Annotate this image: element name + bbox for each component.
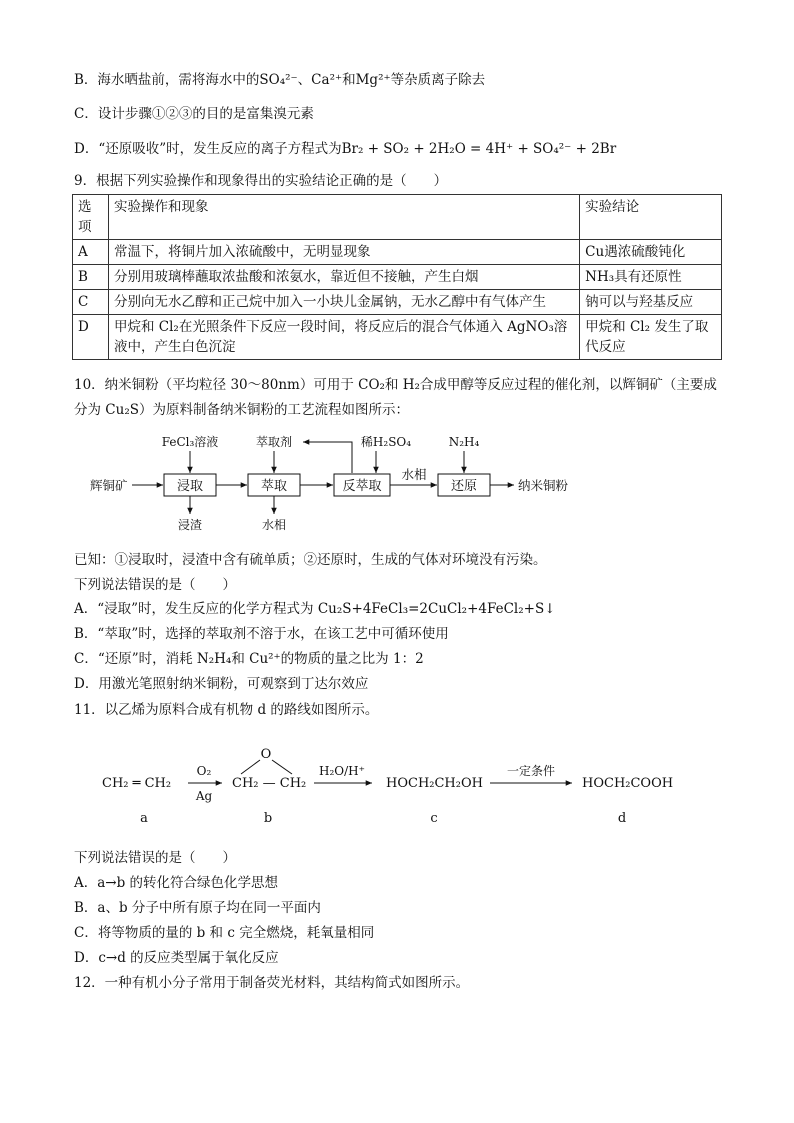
- q9-stem: 9．根据下列实验操作和现象得出的实验结论正确的是（ ）: [74, 173, 448, 189]
- q11-option-d: D．c→d 的反应类型属于氧化反应: [74, 950, 279, 966]
- row-operation: 甲烷和 Cl₂在光照条件下反应一段时间，将反应后的混合气体通入 AgNO₃溶液中，产生白色沉淀: [108, 315, 579, 360]
- q10-option-c: C．“还原”时，消耗 N₂H₄和 Cu²⁺的物质的量之比为 1：2: [74, 651, 424, 667]
- row-operation: 常温下，将铜片加入浓硫酸中，无明显现象: [108, 240, 579, 265]
- label-leach: 浸取: [176, 479, 204, 494]
- table-row: [73, 315, 722, 360]
- q11-option-c: C．将等物质的量的 b 和 c 完全燃烧，耗氧量相同: [74, 925, 375, 941]
- label-b: b: [263, 811, 273, 826]
- q9-table: [72, 194, 722, 360]
- table-header-row: [73, 195, 722, 240]
- row-operation: 分别用玻璃棒蘸取浓盐酸和浓氨水，靠近但不接触，产生白烟: [108, 265, 579, 290]
- epoxide-bond-right: [272, 760, 292, 774]
- label-product: 纳米铜粉: [518, 478, 569, 493]
- table-row: [73, 265, 722, 290]
- q11-ask: 下列说法错误的是（ ）: [74, 850, 236, 866]
- label-c: c: [430, 811, 438, 826]
- q10-ask: 下列说法错误的是（ ）: [74, 577, 236, 593]
- q10-stem-line2: 分为 Cu₂S）为原料制备纳米铜粉的工艺流程如图所示：: [74, 402, 409, 418]
- reagent-h2o-h: H₂O/H⁺: [319, 764, 365, 778]
- q12-stem: 12．一种有机小分子常用于制备荧光材料，其结构简式如图所示。: [74, 975, 470, 991]
- epoxide-oxygen: O: [260, 747, 272, 762]
- label-extract: 萃取: [260, 479, 288, 494]
- table-row: [73, 240, 722, 265]
- row-option: D: [73, 315, 109, 360]
- header-operation: 实验操作和现象: [108, 195, 579, 240]
- reagent-condition: 一定条件: [506, 764, 556, 778]
- q10-option-a: A．“浸取”时，发生反应的化学方程式为 Cu₂S+4FeCl₃=2CuCl₂+4FeCl₂+S↓: [74, 601, 556, 617]
- compound-a: CH₂ ═ CH₂: [102, 776, 172, 791]
- row-option: A: [73, 240, 109, 265]
- label-extractant: 萃取剂: [255, 435, 293, 449]
- row-conclusion: 钠可以与羟基反应: [580, 290, 722, 315]
- q10-option-d: D．用激光笔照射纳米铜粉，可观察到丁达尔效应: [74, 676, 369, 692]
- q8-option-b: B．海水晒盐前，需将海水中的SO₄²⁻、Ca²⁺和Mg²⁺等杂质离子除去: [74, 72, 486, 88]
- label-raw-ore: 辉铜矿: [90, 478, 128, 493]
- row-option: B: [73, 265, 109, 290]
- label-fecl3: FeCl₃溶液: [161, 435, 219, 449]
- label-d: d: [617, 811, 627, 826]
- header-option: 选项: [73, 195, 109, 240]
- label-strip: 反萃取: [342, 479, 382, 494]
- row-conclusion: NH₃具有还原性: [580, 265, 722, 290]
- row-operation: 分别向无水乙醇和正己烷中加入一小块儿金属钠，无水乙醇中有气体产生: [108, 290, 579, 315]
- reagent-o2: O₂: [196, 764, 212, 778]
- q11-reaction-scheme: [96, 742, 696, 828]
- q10-flow-diagram: [90, 432, 610, 542]
- label-reduce: 还原: [450, 479, 478, 494]
- label-a: a: [140, 811, 148, 826]
- q10-option-b: B．“萃取”时，选择的萃取剂不溶于水，在该工艺中可循环使用: [74, 626, 449, 642]
- row-option: C: [73, 290, 109, 315]
- q8-option-c: C．设计步骤①②③的目的是富集溴元素: [74, 106, 314, 122]
- row-conclusion: Cu遇浓硫酸钝化: [580, 240, 722, 265]
- table-row: [73, 290, 722, 315]
- q10-known: 已知：①浸取时，浸渣中含有硫单质；②还原时，生成的气体对环境没有污染。: [74, 552, 547, 568]
- label-n2h4: N₂H₄: [448, 435, 480, 449]
- q11-option-b: B．a、b 分子中所有原子均在同一平面内: [74, 900, 321, 916]
- q11-option-a: A．a→b 的转化符合绿色化学思想: [74, 875, 279, 891]
- label-residue: 浸渣: [177, 518, 203, 532]
- compound-c: HOCH₂CH₂OH: [386, 776, 483, 791]
- label-aqueous-out: 水相: [261, 518, 287, 532]
- q10-stem-line1: 10．纳米铜粉（平均粒径 30～80nm）可用于 CO₂和 H₂合成甲醇等反应过程的催化剂，以辉铜矿（主要成: [74, 377, 717, 393]
- q11-stem: 11．以乙烯为原料合成有机物 d 的路线如图所示。: [74, 702, 379, 718]
- reagent-ag: Ag: [195, 789, 213, 803]
- header-conclusion: 实验结论: [580, 195, 722, 240]
- arrow-recycle-extractant: [303, 442, 352, 473]
- label-dilute-h2so4: 稀H₂SO₄: [360, 435, 412, 449]
- row-conclusion: 甲烷和 Cl₂ 发生了取代反应: [580, 315, 722, 360]
- compound-b: CH₂ — CH₂: [232, 776, 307, 791]
- compound-d: HOCH₂COOH: [582, 776, 674, 791]
- q8-option-d: D．“还原吸收”时，发生反应的离子方程式为Br₂ + SO₂ + 2H₂O = 4H⁺ + SO₄²⁻ + 2Br: [74, 141, 617, 157]
- epoxide-bond-left: [241, 760, 260, 774]
- label-aqueous-mid: 水相: [401, 467, 427, 482]
